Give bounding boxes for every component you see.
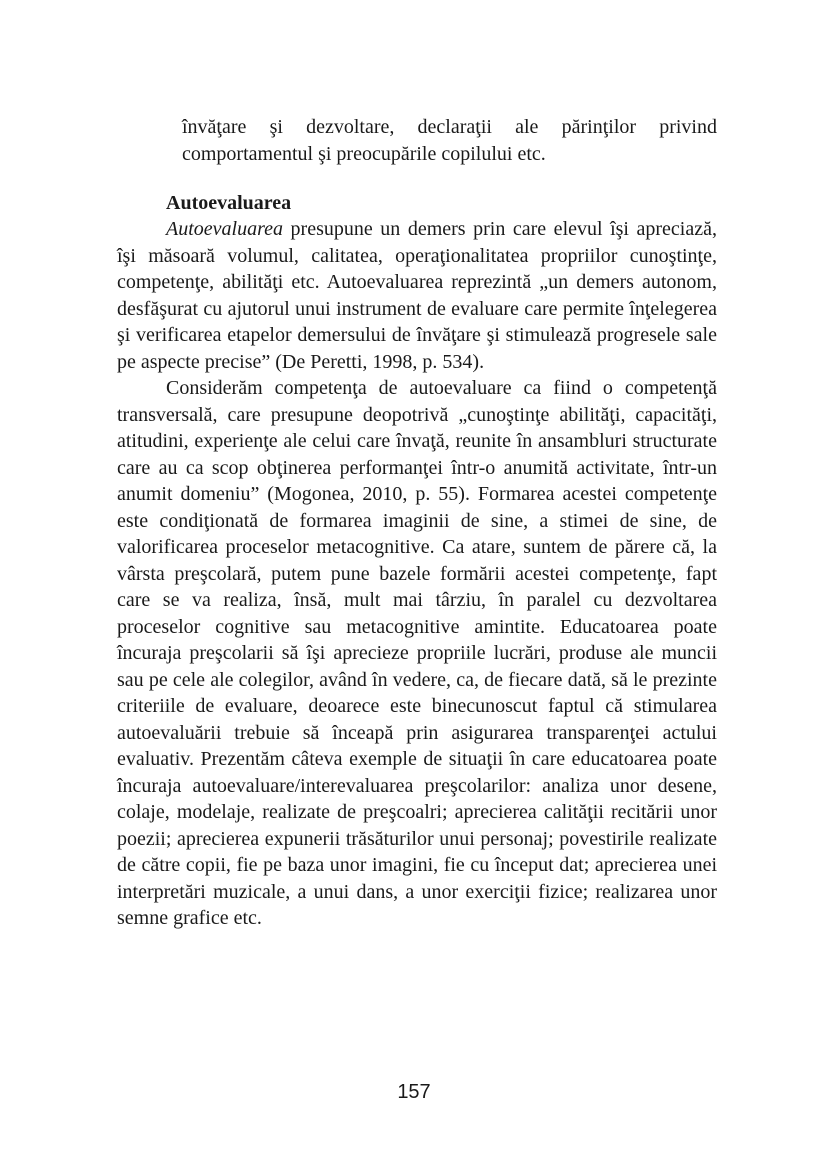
section-body <box>117 216 717 932</box>
page-number: 157 <box>397 1081 431 1103</box>
intro-paragraph <box>182 114 717 167</box>
definition-text: presupune un demers prin care elevul îşi apreciază, îşi măsoară volumul, calitatea, operaţionalitatea propriilor cunoştinţe, competenţe, abilităţi etc. Autoevaluarea reprezintă „un demers autonom, desfăşurat cu ajutorul unui instrument de evaluare care permite înţelegerea şi verificarea etapelor demersului de învăţare şi stimulează progresele sale pe aspecte precise” (De Peretti, 1998, p. 534). <box>117 218 717 373</box>
defined-term: Autoevaluarea <box>166 218 284 240</box>
section-heading: Autoevaluarea <box>166 192 292 214</box>
intro-text: învăţare şi dezvoltare, declaraţii ale părinţilor privind comportamentul şi preocupările copilului etc. <box>182 116 717 165</box>
paragraph-competence: Considerăm competenţa de autoevaluare ca fiind o competenţă transversală, care presupune deopotrivă „cunoştinţe abilităţi, capacităţi, atitudini, experienţe ale celui care învaţă, reunite în ansambluri structurate care au ca scop obţinerea performanţei într-o anumită activitate, într-un anumit domeniu” (Mogonea, 2010, p. 55). Formarea acestei competenţe este condiţionată de formarea imaginii de sine, a stimei de sine, de valorificarea proceselor metacognitive. Ca atare, suntem de părere că, la vârsta preşcolară, putem pune bazele formării acestei competenţe, fapt care se va realiza, însă, mult mai târziu, în paralel cu dezvoltarea proceselor cognitive sau metacognitive amintite. Educatoarea poate încuraja preşcolarii să îşi aprecieze propriile lucrări, produse ale muncii sau pe cele ale colegilor, având în vedere, ca, de fiecare dată, să le prezinte criteriile de evaluare, deoarece este binecunoscut faptul că stimularea autoevaluării trebuie să înceapă prin asigurarea transparenţei actului evaluativ. Prezentăm câteva exemple de situaţii în care educatoarea poate încuraja autoevaluare/interevaluarea preşcolarilor: analiza unor desene, colaje, modelaje, realizate de preşcoalri; aprecierea calităţii recitării unor poezii; aprecierea expunerii trăsăturilor unui personaj; povestirile realizate de către copii, fie pe baza unor imagini, fie cu început dat; aprecierea unei interpretări muzicale, a unui dans, a unor exerciţii fizice; realizarea unor semne grafice etc. <box>117 377 717 929</box>
paragraph-definition <box>117 216 717 375</box>
